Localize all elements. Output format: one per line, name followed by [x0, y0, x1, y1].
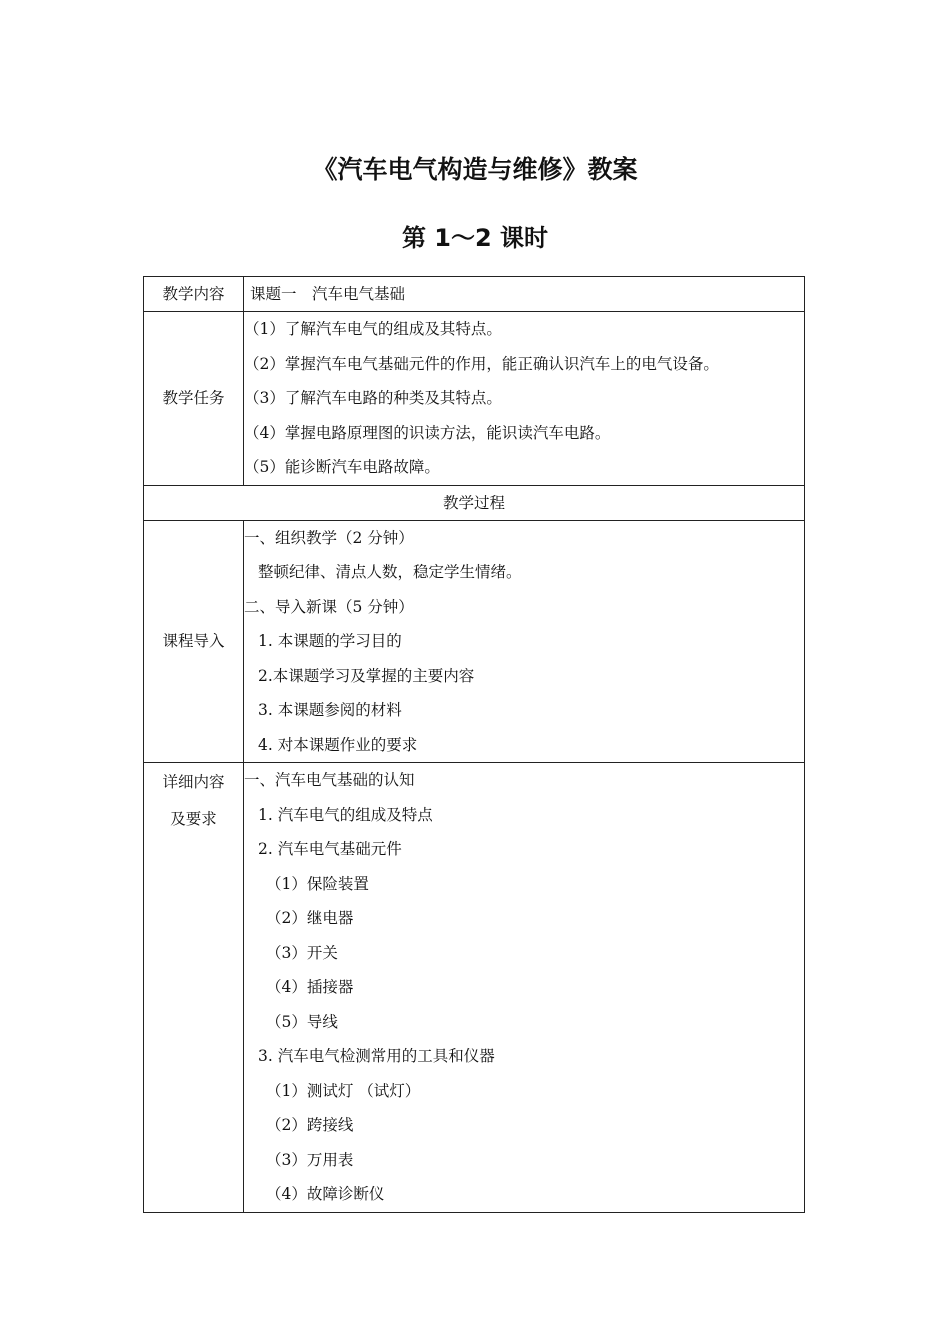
intro-item: 1. 本课题的学习目的	[258, 632, 402, 650]
intro-item: 整顿纪律、清点人数，稳定学生情绪。	[258, 563, 522, 581]
course-intro-row	[144, 520, 805, 763]
teaching-content-value: 课题一 汽车电气基础	[250, 285, 406, 303]
task-item: （5）能诊断汽车电路故障。	[244, 458, 440, 476]
detail-item: （2）继电器	[266, 909, 354, 927]
intro-item: 一、组织教学（2 分钟）	[244, 528, 414, 547]
details-label	[144, 763, 244, 1213]
detail-item: （4）插接器	[266, 978, 354, 996]
teaching-content-row	[144, 277, 805, 312]
teaching-content-label: 教学内容	[144, 277, 244, 312]
detail-item: （3）万用表	[266, 1150, 354, 1169]
course-intro-cell	[244, 520, 805, 763]
teaching-tasks-cell	[244, 312, 805, 486]
details-cell	[244, 763, 805, 1213]
details-label-line: 及要求	[170, 810, 217, 828]
detail-item: 3. 汽车电气检测常用的工具和仪器	[258, 1047, 495, 1065]
task-item: （4）掌握电路原理图的识读方法，能识读汽车电路。	[244, 423, 611, 442]
detail-item: （2）跨接线	[266, 1116, 354, 1134]
intro-item: 4. 对本课题作业的要求	[258, 735, 418, 754]
detail-item: （3）开关	[266, 943, 338, 962]
task-item: （1）了解汽车电气的组成及其特点。	[244, 320, 502, 338]
detail-item: （1）保险装置	[266, 874, 369, 893]
detail-item: 2. 汽车电气基础元件	[258, 840, 402, 858]
intro-item: 2.本课题学习及掌握的主要内容	[258, 666, 475, 685]
teaching-tasks-label: 教学任务	[144, 312, 244, 486]
details-label-line: 详细内容	[162, 773, 225, 791]
detail-item: 1. 汽车电气的组成及特点	[258, 805, 433, 824]
teaching-process-row	[144, 485, 805, 520]
lesson-period-heading: 第 1～2 课时	[401, 224, 549, 252]
task-item: （2）掌握汽车电气基础元件的作用，能正确认识汽车上的电气设备。	[244, 354, 719, 373]
teaching-content-cell	[244, 277, 805, 312]
task-item: （3）了解汽车电路的种类及其特点。	[244, 389, 502, 407]
detail-item: （5）导线	[266, 1012, 338, 1031]
course-intro-label: 课程导入	[144, 520, 244, 763]
teaching-tasks-row	[144, 312, 805, 486]
details-row	[144, 763, 805, 1213]
lesson-plan-table	[143, 276, 805, 1213]
detail-item: 一、汽车电气基础的认知	[244, 771, 415, 789]
detail-item: （4）故障诊断仪	[266, 1185, 385, 1203]
intro-item: 二、导入新课（5 分钟）	[244, 597, 414, 616]
document-title: 《汽车电气构造与维修》教案	[312, 155, 638, 184]
detail-item: （1）测试灯 （试灯）	[266, 1081, 421, 1100]
teaching-process-header: 教学过程	[144, 485, 805, 520]
intro-item: 3. 本课题参阅的材料	[258, 701, 402, 719]
